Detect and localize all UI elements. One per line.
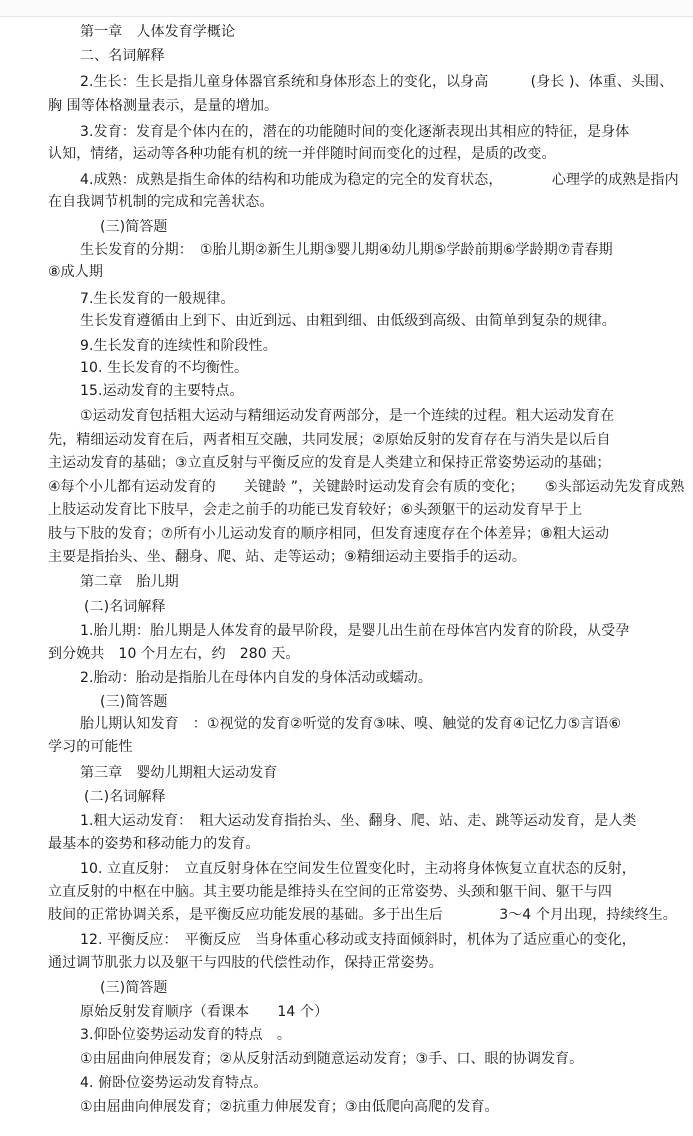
paragraph-line: ①由屈曲向伸展发育；②抗重力伸展发育；③由低爬向高爬的发育。 bbox=[80, 1099, 499, 1115]
paragraph-line: 3.仰卧位姿势运动发育的特点 。 bbox=[80, 1027, 291, 1043]
paragraph-line: 在自我调节机制的完成和完善状态。 bbox=[48, 194, 274, 210]
paragraph-line: 12. 平衡反应： 平衡反应 当身体重心移动或支持面倾斜时，机体为了适应重心的变化， bbox=[80, 932, 636, 948]
paragraph-line: 主要是指抬头、坐、翻身、爬、站、走等运动；⑨精细运动主要指手的运动。 bbox=[48, 549, 526, 565]
paragraph-line: 立直反射的中枢在中脑。其主要功能是维持头在空间的正常姿势、头颈和躯干间、躯干与四 bbox=[48, 884, 612, 900]
paragraph-line: 9.生长发育的连续性和阶段性。 bbox=[80, 338, 277, 354]
paragraph-line: 胸 围等体格测量表示，是量的增加。 bbox=[48, 98, 279, 114]
paragraph-line: 肢与下肢的发育；⑦所有小儿运动发育的顺序相同，但发育速度存在个体差异；⑧粗大运动 bbox=[48, 526, 610, 542]
paragraph-line: 胎儿期认知发育 ：①视觉的发育②听觉的发育③味、嗅、触觉的发育④记忆力⑤言语⑥ bbox=[80, 716, 622, 732]
paragraph-line: 1.粗大运动发育： 粗大运动发育指抬头、坐、翻身、爬、站、走、跳等运动发育，是人类 bbox=[80, 813, 637, 829]
paragraph-line: 上肢运动发育比下肢早，会走之前手的功能已发育较好；⑥头颈躯干的运动发育早于上 bbox=[48, 502, 583, 518]
page-top-edge bbox=[0, 0, 693, 17]
paragraph-line: 认知，情绪，运动等各种功能有机的统一并伴随时间而变化的过程，是质的改变。 bbox=[48, 146, 556, 162]
paragraph-line: 最基本的姿势和移动能力的发育。 bbox=[48, 836, 260, 852]
paragraph-line: 4. 俯卧位姿势运动发育特点。 bbox=[80, 1075, 268, 1091]
section-heading: (三)简答题 bbox=[100, 980, 168, 996]
paragraph-line: 2.胎动：胎动是指胎儿在母体内自发的身体活动或蠕动。 bbox=[80, 670, 432, 686]
paragraph-line: 先，精细运动发育在后，两者相互交融，共同发展；②原始反射的发育存在与消失是以后自 bbox=[48, 432, 611, 448]
paragraph-line: 通过调节肌张力以及躯干与四肢的代偿性动作，保持正常姿势。 bbox=[48, 955, 443, 971]
paragraph-line: 3.发育：发育是个体内在的，潜在的功能随时间的变化逐渐表现出其相应的特征，是身体 bbox=[80, 124, 630, 140]
section-heading: (三)简答题 bbox=[100, 694, 168, 710]
paragraph-line: 2.生长：生长是指儿童身体器官系统和身体形态上的变化，以身高 (身长 )、体重、头围、 bbox=[80, 74, 674, 90]
section-heading: (三)简答题 bbox=[100, 219, 168, 235]
paragraph-line: 主运动发育的基础；③立直反射与平衡反应的发育是人类建立和保持正常姿势运动的基础； bbox=[48, 455, 611, 471]
chapter-3-title: 第三章 婴幼儿期粗大运动发育 bbox=[80, 765, 278, 781]
paragraph-line: 10. 立直反射： 立直反射身体在空间发生位置变化时，主动将身体恢复立直状态的反射， bbox=[80, 861, 636, 877]
paragraph-line: 学习的可能性 bbox=[48, 739, 133, 755]
paragraph-line: ①运动发育包括粗大运动与精细运动发育两部分，是一个连续的过程。粗大运动发育在 bbox=[80, 408, 615, 424]
paragraph-line: 原始反射发育顺序（看课本 14 个） bbox=[80, 1004, 329, 1020]
section-heading: (二)名词解释 bbox=[84, 599, 166, 615]
chapter-2-title: 第二章 胎儿期 bbox=[80, 574, 179, 590]
paragraph-line: 7.生长发育的一般规律。 bbox=[80, 291, 235, 307]
section-heading: (二)名词解释 bbox=[84, 789, 166, 805]
paragraph-line: 4.成熟：成熟是指生命体的结构和功能成为稳定的完全的发育状态， 心理学的成熟是指内 bbox=[80, 172, 679, 188]
section-heading: 二、名词解释 bbox=[80, 48, 165, 64]
paragraph-line: ⑧成人期 bbox=[48, 264, 103, 280]
paragraph-line: 1.胎儿期：胎儿期是人体发育的最早阶段，是婴儿出生前在母体宫内发育的阶段，从受孕 bbox=[80, 623, 630, 639]
paragraph-line: 生长发育的分期： ①胎儿期②新生儿期③婴儿期④幼儿期⑤学龄前期⑥学龄期⑦青春期 bbox=[80, 242, 613, 258]
paragraph-line: 生长发育遵循由上到下、由近到远、由粗到细、由低级到高级、由简单到复杂的规律。 bbox=[80, 313, 616, 329]
paragraph-line: 肢间的正常协调关系，是平衡反应功能发展的基础。多于出生后 3～4 个月出现，持续终生。 bbox=[48, 907, 677, 923]
paragraph-line: 10. 生长发育的不均衡性。 bbox=[80, 360, 249, 376]
paragraph-line: ④每个小儿都有运动发育的 关键龄 ”，关键龄时运动发育会有质的变化； ⑤头部运动先发育成熟 bbox=[48, 479, 685, 495]
paragraph-line: 到分娩共 10 个月左右，约 280 天。 bbox=[48, 646, 300, 662]
paragraph-line: 15.运动发育的主要特点。 bbox=[80, 383, 244, 399]
chapter-1-title: 第一章 人体发育学概论 bbox=[80, 24, 236, 40]
paragraph-line: ①由屈曲向伸展发育；②从反射活动到随意运动发育；③手、口、眼的协调发育。 bbox=[80, 1051, 584, 1067]
